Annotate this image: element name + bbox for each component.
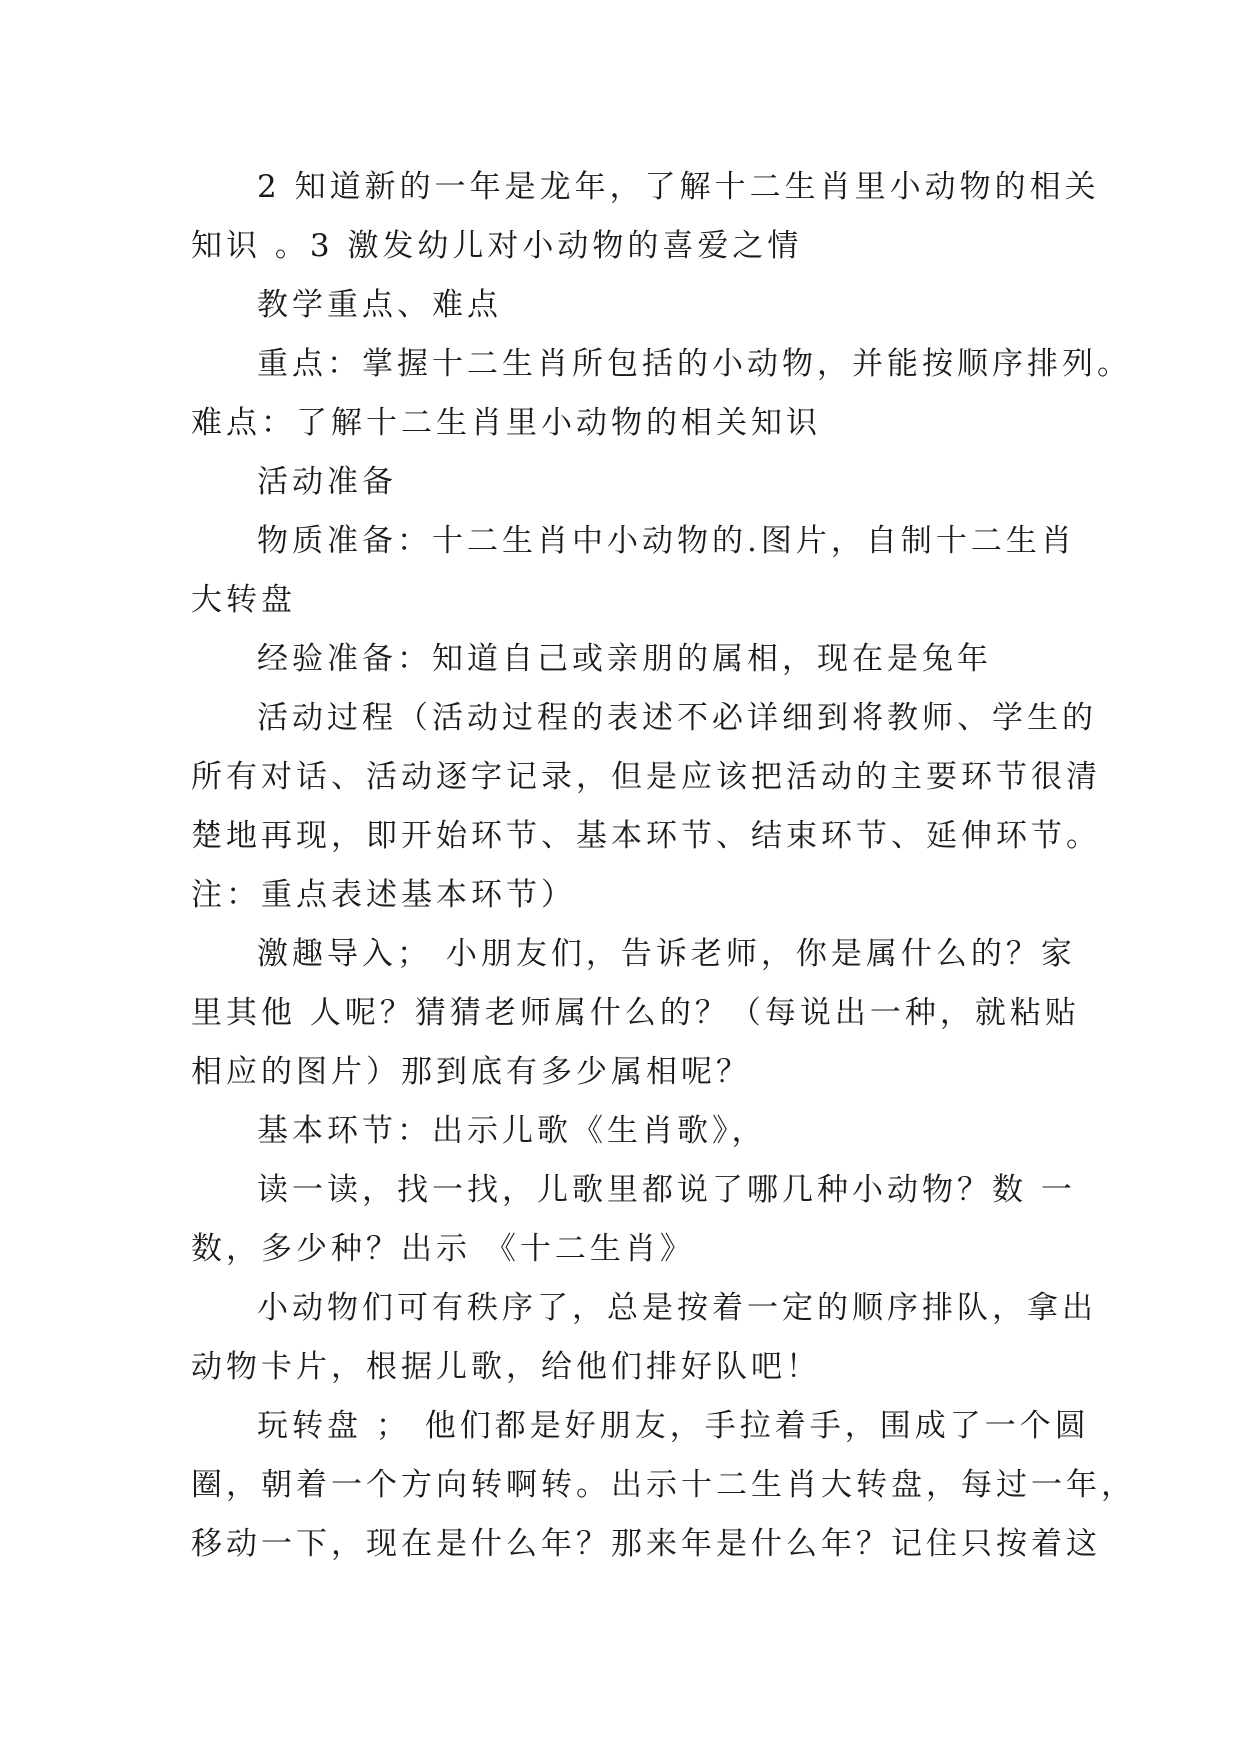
- text-line: 小动物们可有秩序了，总是按着一定的顺序排队，拿出: [257, 1290, 1097, 1326]
- text-line: 难点：了解十二生肖里小动物的相关知识: [191, 405, 821, 441]
- text-line: 圈，朝着一个方向转啊转。出示十二生肖大转盘，每过一年，: [191, 1467, 1136, 1503]
- text-line: 大转盘: [191, 582, 296, 618]
- text-line: 注：重点表述基本环节）: [191, 877, 576, 913]
- text-line: 读一读，找一找，儿歌里都说了哪几种小动物？数 一: [257, 1172, 1076, 1208]
- text-line: 经验准备：知道自己或亲朋的属相，现在是兔年: [257, 641, 992, 677]
- section-heading: 教学重点、难点: [257, 287, 502, 323]
- text-line: 动物卡片，根据儿歌，给他们排好队吧！: [191, 1349, 821, 1385]
- text-line: 里其他 人呢？猜猜老师属什么的？（每说出一种，就粘贴: [191, 995, 1080, 1031]
- text-line: 玩转盘 ； 他们都是好朋友，手拉着手，围成了一个圆: [257, 1408, 1090, 1444]
- text-line: 知识 。3 激发幼儿对小动物的喜爱之情: [191, 228, 803, 264]
- section-heading: 活动过程（活动过程的表述不必详细到将教师、学生的: [257, 700, 1097, 736]
- text-line: 激趣导入； 小朋友们，告诉老师，你是属什么的？家: [257, 936, 1076, 972]
- text-line: 相应的图片）那到底有多少属相呢？: [191, 1054, 751, 1090]
- text-line: 物质准备：十二生肖中小动物的.图片，自制十二生肖: [257, 523, 1076, 559]
- text-line: 所有对话、活动逐字记录，但是应该把活动的主要环节很清: [191, 759, 1101, 795]
- text-line: 2 知道新的一年是龙年，了解十二生肖里小动物的相关: [257, 169, 1100, 205]
- document-body: [191, 158, 1136, 1574]
- text-line: 移动一下，现在是什么年？那来年是什么年？记住只按着这: [191, 1526, 1101, 1562]
- text-line: 数，多少种？出示 《十二生肖》: [191, 1231, 695, 1267]
- text-line: 楚地再现，即开始环节、基本环节、结束环节、延伸环节。: [191, 818, 1101, 854]
- text-line: 基本环节：出示儿歌《生肖歌》，: [257, 1113, 767, 1149]
- section-heading: 活动准备: [257, 464, 397, 500]
- text-line: 重点：掌握十二生肖所包括的小动物，并能按顺序排列。: [257, 346, 1132, 382]
